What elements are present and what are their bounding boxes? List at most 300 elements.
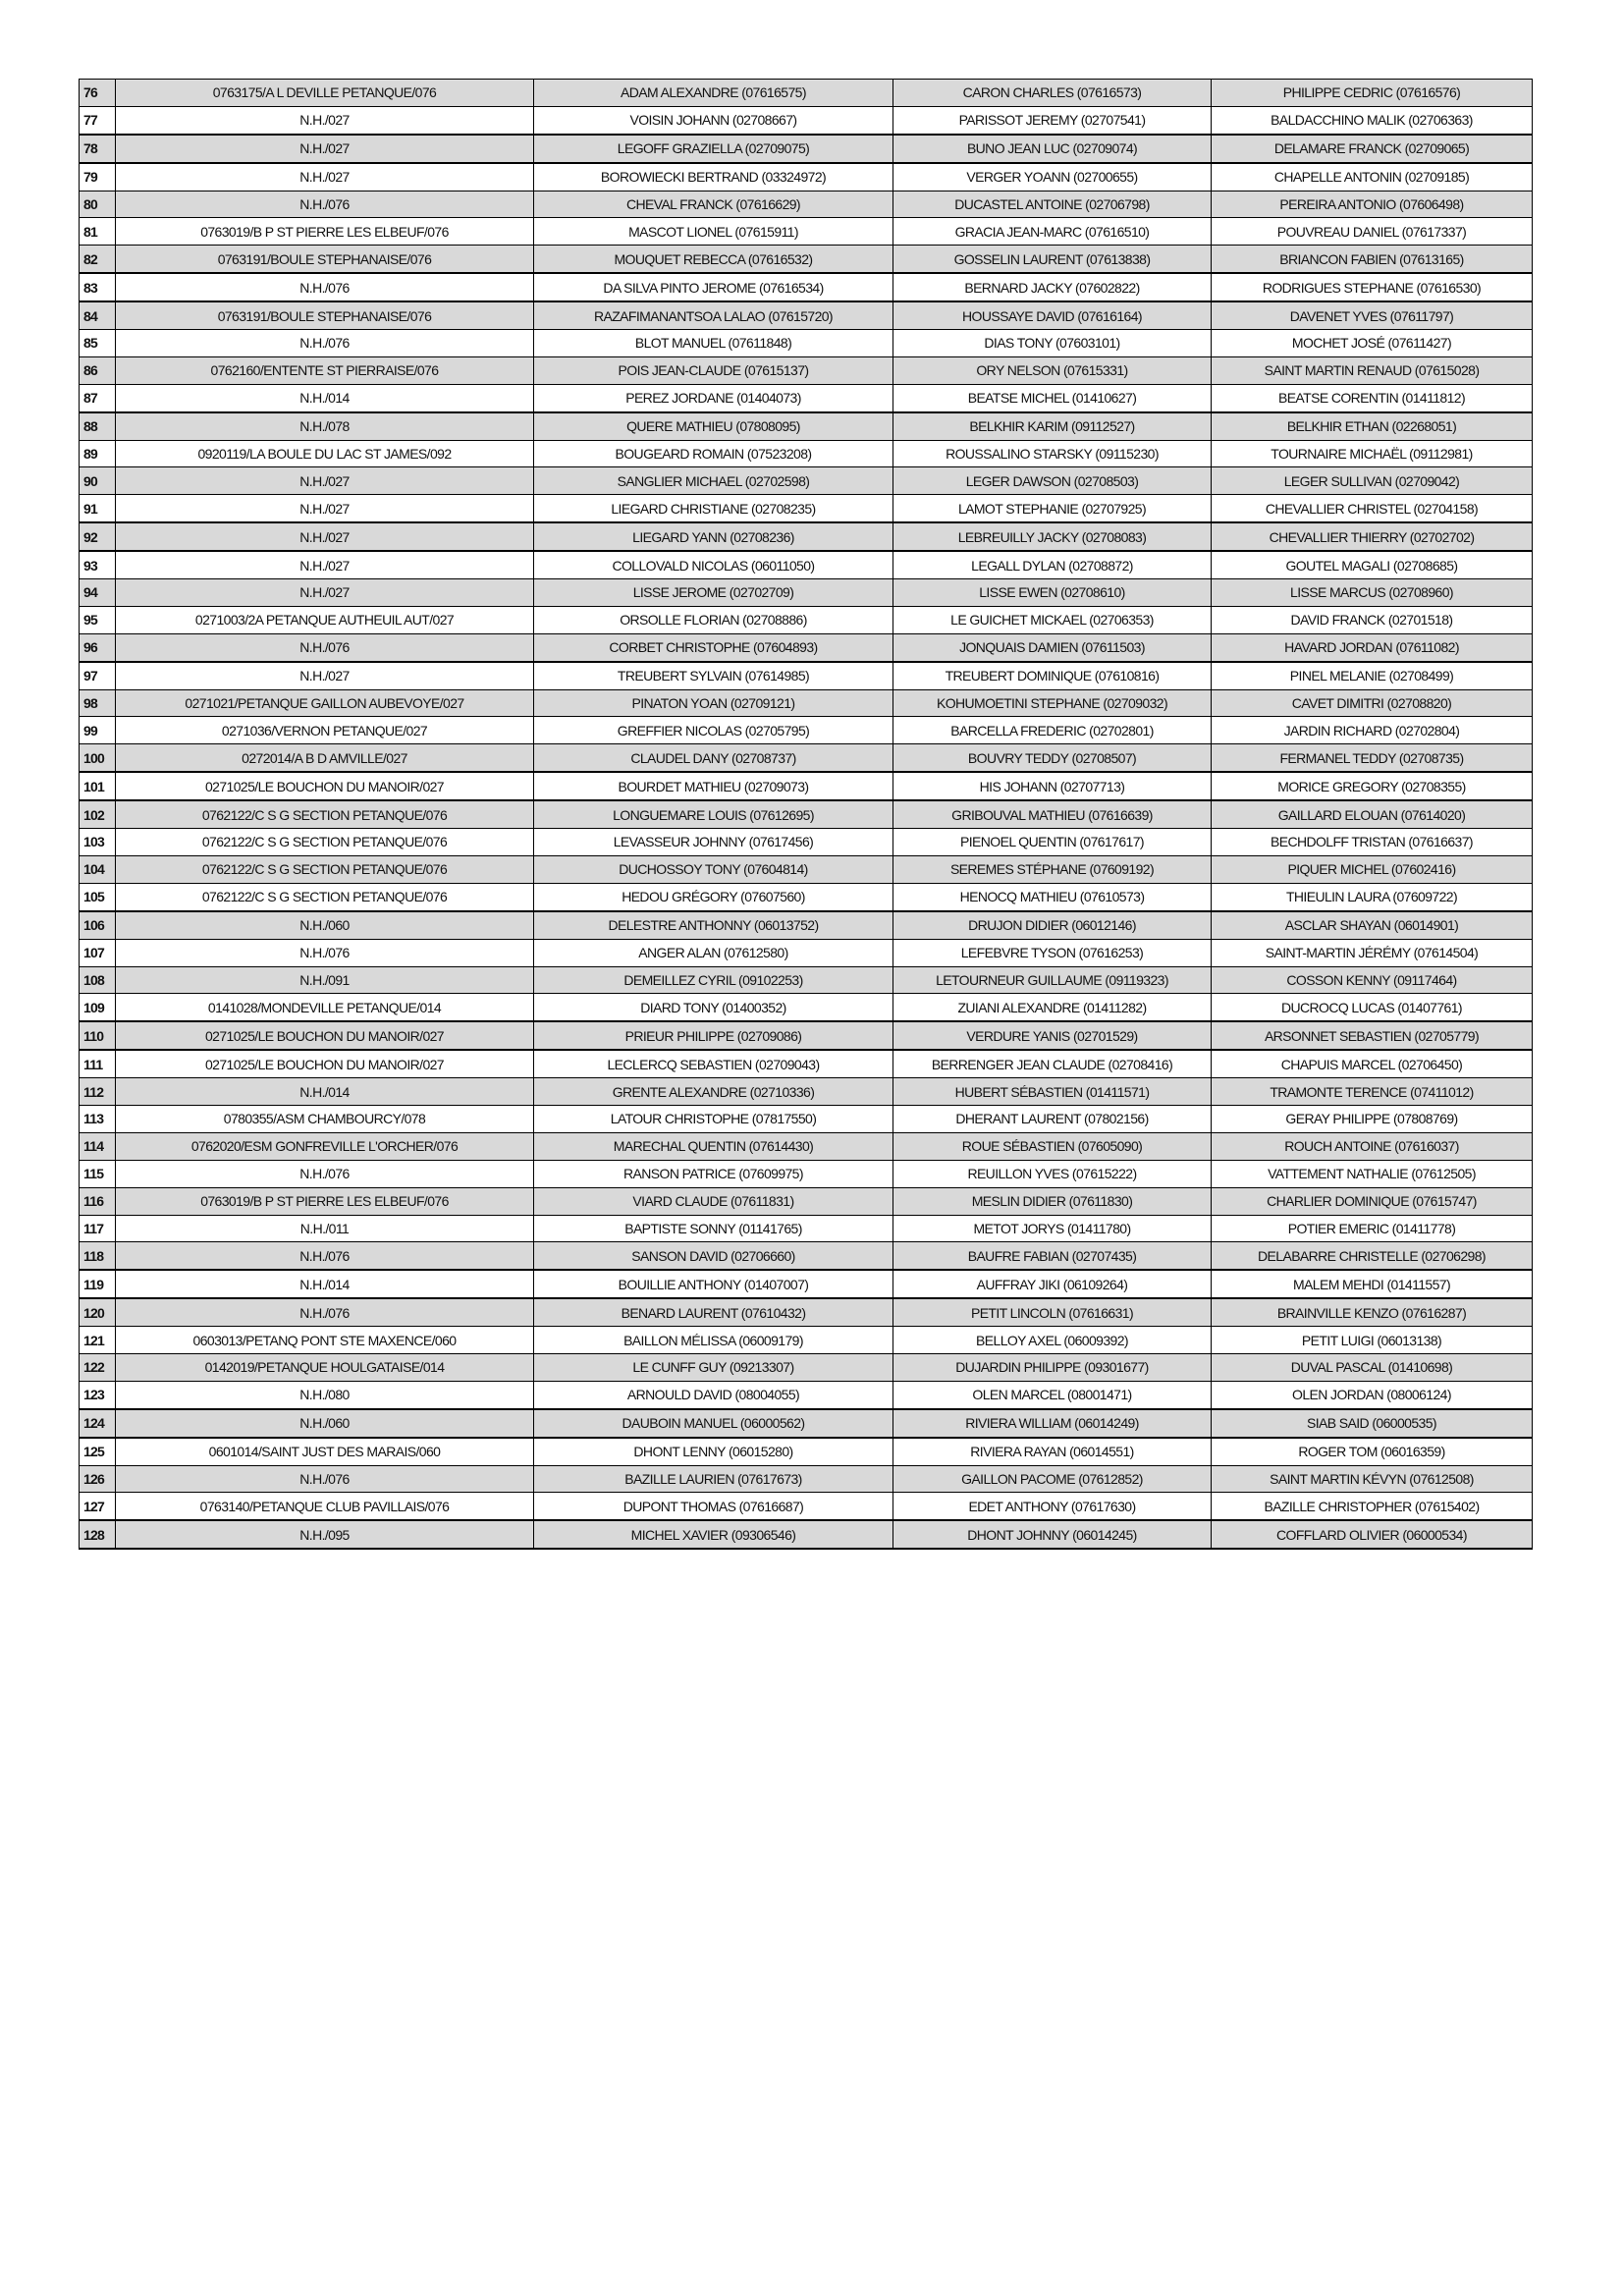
player-3-cell: LEGER SULLIVAN (02709042): [1212, 467, 1533, 495]
player-3-cell: GERAY PHILIPPE (07808769): [1212, 1105, 1533, 1132]
player-3-cell: BEATSE CORENTIN (01411812): [1212, 384, 1533, 411]
club-cell: N.H./076: [116, 939, 534, 966]
player-2-cell: BAUFRE FABIAN (02707435): [893, 1242, 1212, 1270]
table-row: [80, 467, 1533, 495]
player-2-cell: LAMOT STEPHANIE (02707925): [893, 495, 1212, 522]
player-2-cell: HENOCQ MATHIEU (07610573): [893, 883, 1212, 910]
player-2-cell: BERRENGER JEAN CLAUDE (02708416): [893, 1050, 1212, 1077]
player-2-cell: VERDURE YANIS (02701529): [893, 1021, 1212, 1050]
player-2-cell: GAILLON PACOME (07612852): [893, 1465, 1212, 1493]
table-row: [80, 1160, 1533, 1187]
table-row: [80, 412, 1533, 440]
player-3-cell: BECHDOLFF TRISTAN (07616637): [1212, 829, 1533, 856]
team-number-cell: 81: [80, 218, 116, 246]
player-3-cell: JARDIN RICHARD (02702804): [1212, 717, 1533, 744]
player-2-cell: LEFEBVRE TYSON (07616253): [893, 939, 1212, 966]
player-2-cell: DIAS TONY (07603101): [893, 330, 1212, 357]
player-1-cell: GREFFIER NICOLAS (02705795): [534, 717, 893, 744]
player-2-cell: ROUSSALINO STARSKY (09115230): [893, 440, 1212, 467]
team-number-cell: 80: [80, 191, 116, 218]
player-2-cell: PIENOEL QUENTIN (07617617): [893, 829, 1212, 856]
player-2-cell: METOT JORYS (01411780): [893, 1215, 1212, 1242]
table-row: [80, 191, 1533, 218]
team-number-cell: 126: [80, 1465, 116, 1493]
team-number-cell: 101: [80, 772, 116, 800]
club-cell: N.H./027: [116, 106, 534, 134]
club-cell: 0763191/BOULE STEPHANAISE/076: [116, 301, 534, 329]
table-row: [80, 1078, 1533, 1106]
club-cell: 0271025/LE BOUCHON DU MANOIR/027: [116, 1021, 534, 1050]
player-1-cell: ORSOLLE FLORIAN (02708886): [534, 606, 893, 633]
player-3-cell: BELKHIR ETHAN (02268051): [1212, 412, 1533, 440]
player-1-cell: BOUGEARD ROMAIN (07523208): [534, 440, 893, 467]
team-number-cell: 85: [80, 330, 116, 357]
player-2-cell: BEATSE MICHEL (01410627): [893, 384, 1212, 411]
table-row: [80, 384, 1533, 411]
table-row: [80, 689, 1533, 717]
club-cell: 0762020/ESM GONFREVILLE L'ORCHER/076: [116, 1132, 534, 1160]
player-1-cell: PINATON YOAN (02709121): [534, 689, 893, 717]
team-number-cell: 115: [80, 1160, 116, 1187]
team-number-cell: 98: [80, 689, 116, 717]
table-row: [80, 966, 1533, 994]
table-row: [80, 301, 1533, 329]
club-cell: N.H./078: [116, 412, 534, 440]
player-3-cell: PEREIRA ANTONIO (07606498): [1212, 191, 1533, 218]
player-1-cell: LONGUEMARE LOUIS (07612695): [534, 800, 893, 828]
player-1-cell: ADAM ALEXANDRE (07616575): [534, 80, 893, 107]
player-1-cell: DHONT LENNY (06015280): [534, 1438, 893, 1465]
team-number-cell: 102: [80, 800, 116, 828]
club-cell: 0763019/B P ST PIERRE LES ELBEUF/076: [116, 218, 534, 246]
club-cell: N.H./060: [116, 1409, 534, 1438]
player-2-cell: BARCELLA FREDERIC (02702801): [893, 717, 1212, 744]
player-1-cell: TREUBERT SYLVAIN (07614985): [534, 662, 893, 689]
club-cell: N.H./080: [116, 1381, 534, 1408]
team-list-body: [80, 80, 1533, 1550]
table-row: [80, 911, 1533, 939]
team-number-cell: 87: [80, 384, 116, 411]
player-1-cell: RAZAFIMANANTSOA LALAO (07615720): [534, 301, 893, 329]
club-cell: 0271021/PETANQUE GAILLON AUBEVOYE/027: [116, 689, 534, 717]
club-cell: 0271036/VERNON PETANQUE/027: [116, 717, 534, 744]
club-cell: 0763019/B P ST PIERRE LES ELBEUF/076: [116, 1187, 534, 1215]
player-2-cell: BOUVRY TEDDY (02708507): [893, 744, 1212, 772]
club-cell: 0763175/A L DEVILLE PETANQUE/076: [116, 80, 534, 107]
player-3-cell: PINEL MELANIE (02708499): [1212, 662, 1533, 689]
club-cell: N.H./027: [116, 163, 534, 191]
table-row: [80, 1381, 1533, 1408]
club-cell: 0271003/2A PETANQUE AUTHEUIL AUT/027: [116, 606, 534, 633]
team-number-cell: 96: [80, 633, 116, 661]
team-number-cell: 108: [80, 966, 116, 994]
player-3-cell: BAZILLE CHRISTOPHER (07615402): [1212, 1493, 1533, 1520]
table-row: [80, 1242, 1533, 1270]
team-number-cell: 104: [80, 855, 116, 883]
player-2-cell: LEGER DAWSON (02708503): [893, 467, 1212, 495]
player-2-cell: GOSSELIN LAURENT (07613838): [893, 246, 1212, 273]
player-2-cell: DHONT JOHNNY (06014245): [893, 1520, 1212, 1549]
club-cell: 0603013/PETANQ PONT STE MAXENCE/060: [116, 1327, 534, 1354]
player-3-cell: CHAPELLE ANTONIN (02709185): [1212, 163, 1533, 191]
player-2-cell: EDET ANTHONY (07617630): [893, 1493, 1212, 1520]
player-2-cell: DUJARDIN PHILIPPE (09301677): [893, 1353, 1212, 1381]
player-2-cell: SEREMES STÉPHANE (07609192): [893, 855, 1212, 883]
player-1-cell: VOISIN JOHANN (02708667): [534, 106, 893, 134]
club-cell: 0272014/A B D AMVILLE/027: [116, 744, 534, 772]
player-3-cell: SIAB SAID (06000535): [1212, 1409, 1533, 1438]
table-row: [80, 1050, 1533, 1077]
team-number-cell: 94: [80, 579, 116, 607]
team-number-cell: 99: [80, 717, 116, 744]
player-3-cell: MOCHET JOSÉ (07611427): [1212, 330, 1533, 357]
table-row: [80, 246, 1533, 273]
player-3-cell: TOURNAIRE MICHAËL (09112981): [1212, 440, 1533, 467]
player-2-cell: MESLIN DIDIER (07611830): [893, 1187, 1212, 1215]
table-row: [80, 855, 1533, 883]
club-cell: 0271025/LE BOUCHON DU MANOIR/027: [116, 772, 534, 800]
player-2-cell: HUBERT SÉBASTIEN (01411571): [893, 1078, 1212, 1106]
club-cell: N.H./076: [116, 191, 534, 218]
player-3-cell: ASCLAR SHAYAN (06014901): [1212, 911, 1533, 939]
player-3-cell: CHEVALLIER CHRISTEL (02704158): [1212, 495, 1533, 522]
team-number-cell: 93: [80, 551, 116, 578]
table-row: [80, 135, 1533, 163]
table-row: [80, 440, 1533, 467]
club-cell: N.H./060: [116, 911, 534, 939]
club-cell: 0141028/MONDEVILLE PETANQUE/014: [116, 994, 534, 1021]
club-cell: 0763191/BOULE STEPHANAISE/076: [116, 246, 534, 273]
team-number-cell: 127: [80, 1493, 116, 1520]
player-1-cell: SANGLIER MICHAEL (02702598): [534, 467, 893, 495]
player-3-cell: THIEULIN LAURA (07609722): [1212, 883, 1533, 910]
team-number-cell: 119: [80, 1270, 116, 1298]
team-number-cell: 109: [80, 994, 116, 1021]
team-number-cell: 117: [80, 1215, 116, 1242]
player-2-cell: DHERANT LAURENT (07802156): [893, 1105, 1212, 1132]
table-row: [80, 1187, 1533, 1215]
table-row: [80, 800, 1533, 828]
player-3-cell: RODRIGUES STEPHANE (07616530): [1212, 273, 1533, 301]
team-number-cell: 84: [80, 301, 116, 329]
team-number-cell: 110: [80, 1021, 116, 1050]
table-row: [80, 1353, 1533, 1381]
table-row: [80, 1021, 1533, 1050]
team-number-cell: 86: [80, 356, 116, 384]
player-1-cell: COLLOVALD NICOLAS (06011050): [534, 551, 893, 578]
player-3-cell: OLEN JORDAN (08006124): [1212, 1381, 1533, 1408]
player-2-cell: BUNO JEAN LUC (02709074): [893, 135, 1212, 163]
team-number-cell: 121: [80, 1327, 116, 1354]
player-3-cell: ROGER TOM (06016359): [1212, 1438, 1533, 1465]
team-number-cell: 90: [80, 467, 116, 495]
player-1-cell: LE CUNFF GUY (09213307): [534, 1353, 893, 1381]
player-2-cell: LEGALL DYLAN (02708872): [893, 551, 1212, 578]
player-3-cell: DUVAL PASCAL (01410698): [1212, 1353, 1533, 1381]
club-cell: N.H./014: [116, 1270, 534, 1298]
player-2-cell: VERGER YOANN (02700655): [893, 163, 1212, 191]
table-row: [80, 356, 1533, 384]
table-row: [80, 522, 1533, 551]
team-number-cell: 88: [80, 412, 116, 440]
player-2-cell: HOUSSAYE DAVID (07616164): [893, 301, 1212, 329]
club-cell: N.H./076: [116, 273, 534, 301]
club-cell: N.H./014: [116, 384, 534, 411]
table-row: [80, 273, 1533, 301]
player-2-cell: OLEN MARCEL (08001471): [893, 1381, 1212, 1408]
table-row: [80, 633, 1533, 661]
player-3-cell: TRAMONTE TERENCE (07411012): [1212, 1078, 1533, 1106]
team-number-cell: 100: [80, 744, 116, 772]
player-1-cell: LECLERCQ SEBASTIEN (02709043): [534, 1050, 893, 1077]
team-number-cell: 128: [80, 1520, 116, 1549]
table-row: [80, 1270, 1533, 1298]
player-1-cell: BOUILLIE ANTHONY (01407007): [534, 1270, 893, 1298]
player-1-cell: DIARD TONY (01400352): [534, 994, 893, 1021]
player-3-cell: MALEM MEHDI (01411557): [1212, 1270, 1533, 1298]
player-1-cell: DUCHOSSOY TONY (07604814): [534, 855, 893, 883]
table-row: [80, 606, 1533, 633]
table-row: [80, 939, 1533, 966]
player-3-cell: VATTEMENT NATHALIE (07612505): [1212, 1160, 1533, 1187]
team-number-cell: 124: [80, 1409, 116, 1438]
player-3-cell: ROUCH ANTOINE (07616037): [1212, 1132, 1533, 1160]
table-row: [80, 1409, 1533, 1438]
table-row: [80, 1465, 1533, 1493]
player-1-cell: BENARD LAURENT (07610432): [534, 1298, 893, 1326]
player-1-cell: MARECHAL QUENTIN (07614430): [534, 1132, 893, 1160]
team-number-cell: 82: [80, 246, 116, 273]
player-3-cell: BALDACCHINO MALIK (02706363): [1212, 106, 1533, 134]
player-2-cell: RIVIERA WILLIAM (06014249): [893, 1409, 1212, 1438]
player-1-cell: QUERE MATHIEU (07808095): [534, 412, 893, 440]
player-1-cell: DA SILVA PINTO JEROME (07616534): [534, 273, 893, 301]
table-row: [80, 1105, 1533, 1132]
player-2-cell: DUCASTEL ANTOINE (02706798): [893, 191, 1212, 218]
team-list-table: [79, 79, 1533, 1550]
club-cell: N.H./091: [116, 966, 534, 994]
team-number-cell: 105: [80, 883, 116, 910]
club-cell: N.H./014: [116, 1078, 534, 1106]
club-cell: 0920119/LA BOULE DU LAC ST JAMES/092: [116, 440, 534, 467]
team-number-cell: 120: [80, 1298, 116, 1326]
player-1-cell: RANSON PATRICE (07609975): [534, 1160, 893, 1187]
club-cell: 0142019/PETANQUE HOULGATAISE/014: [116, 1353, 534, 1381]
club-cell: 0762122/C S G SECTION PETANQUE/076: [116, 800, 534, 828]
table-row: [80, 1438, 1533, 1465]
table-row: [80, 218, 1533, 246]
team-number-cell: 89: [80, 440, 116, 467]
player-2-cell: BERNARD JACKY (07602822): [893, 273, 1212, 301]
table-row: [80, 495, 1533, 522]
player-1-cell: MASCOT LIONEL (07615911): [534, 218, 893, 246]
player-1-cell: ANGER ALAN (07612580): [534, 939, 893, 966]
player-1-cell: BAPTISTE SONNY (01141765): [534, 1215, 893, 1242]
club-cell: N.H./027: [116, 135, 534, 163]
player-1-cell: BOURDET MATHIEU (02709073): [534, 772, 893, 800]
club-cell: N.H./027: [116, 495, 534, 522]
player-3-cell: FERMANEL TEDDY (02708735): [1212, 744, 1533, 772]
player-2-cell: GRACIA JEAN-MARC (07616510): [893, 218, 1212, 246]
player-3-cell: SAINT MARTIN RENAUD (07615028): [1212, 356, 1533, 384]
team-number-cell: 118: [80, 1242, 116, 1270]
club-cell: N.H./076: [116, 1242, 534, 1270]
team-number-cell: 113: [80, 1105, 116, 1132]
player-1-cell: VIARD CLAUDE (07611831): [534, 1187, 893, 1215]
player-2-cell: LETOURNEUR GUILLAUME (09119323): [893, 966, 1212, 994]
player-1-cell: CHEVAL FRANCK (07616629): [534, 191, 893, 218]
player-1-cell: DELESTRE ANTHONNY (06013752): [534, 911, 893, 939]
player-1-cell: PEREZ JORDANE (01404073): [534, 384, 893, 411]
player-1-cell: LEGOFF GRAZIELLA (02709075): [534, 135, 893, 163]
player-3-cell: GAILLARD ELOUAN (07614020): [1212, 800, 1533, 828]
player-2-cell: LE GUICHET MICKAEL (02706353): [893, 606, 1212, 633]
player-1-cell: LEVASSEUR JOHNNY (07617456): [534, 829, 893, 856]
player-1-cell: DEMEILLEZ CYRIL (09102253): [534, 966, 893, 994]
player-2-cell: ROUE SÉBASTIEN (07605090): [893, 1132, 1212, 1160]
table-row: [80, 662, 1533, 689]
player-1-cell: LIEGARD YANN (02708236): [534, 522, 893, 551]
team-number-cell: 97: [80, 662, 116, 689]
player-1-cell: DUPONT THOMAS (07616687): [534, 1493, 893, 1520]
player-1-cell: BOROWIECKI BERTRAND (03324972): [534, 163, 893, 191]
table-row: [80, 163, 1533, 191]
player-2-cell: JONQUAIS DAMIEN (07611503): [893, 633, 1212, 661]
player-3-cell: DAVID FRANCK (02701518): [1212, 606, 1533, 633]
club-cell: N.H./027: [116, 522, 534, 551]
player-2-cell: KOHUMOETINI STEPHANE (02709032): [893, 689, 1212, 717]
player-2-cell: PARISSOT JEREMY (02707541): [893, 106, 1212, 134]
player-2-cell: ZUIANI ALEXANDRE (01411282): [893, 994, 1212, 1021]
player-2-cell: CARON CHARLES (07616573): [893, 80, 1212, 107]
team-number-cell: 91: [80, 495, 116, 522]
team-number-cell: 77: [80, 106, 116, 134]
club-cell: 0762122/C S G SECTION PETANQUE/076: [116, 855, 534, 883]
player-1-cell: BLOT MANUEL (07611848): [534, 330, 893, 357]
player-2-cell: RIVIERA RAYAN (06014551): [893, 1438, 1212, 1465]
player-1-cell: DAUBOIN MANUEL (06000562): [534, 1409, 893, 1438]
table-row: [80, 1215, 1533, 1242]
table-row: [80, 994, 1533, 1021]
player-1-cell: LATOUR CHRISTOPHE (07817550): [534, 1105, 893, 1132]
table-row: [80, 330, 1533, 357]
table-row: [80, 579, 1533, 607]
player-3-cell: COSSON KENNY (09117464): [1212, 966, 1533, 994]
player-2-cell: GRIBOUVAL MATHIEU (07616639): [893, 800, 1212, 828]
club-cell: N.H./076: [116, 330, 534, 357]
player-3-cell: POUVREAU DANIEL (07617337): [1212, 218, 1533, 246]
club-cell: N.H./011: [116, 1215, 534, 1242]
club-cell: N.H./027: [116, 579, 534, 607]
table-row: [80, 551, 1533, 578]
table-row: [80, 717, 1533, 744]
player-2-cell: TREUBERT DOMINIQUE (07610816): [893, 662, 1212, 689]
player-2-cell: DRUJON DIDIER (06012146): [893, 911, 1212, 939]
club-cell: N.H./027: [116, 467, 534, 495]
table-row: [80, 883, 1533, 910]
team-number-cell: 107: [80, 939, 116, 966]
player-3-cell: BRAINVILLE KENZO (07616287): [1212, 1298, 1533, 1326]
player-3-cell: CAVET DIMITRI (02708820): [1212, 689, 1533, 717]
team-number-cell: 114: [80, 1132, 116, 1160]
player-1-cell: LISSE JEROME (02702709): [534, 579, 893, 607]
table-row: [80, 1520, 1533, 1549]
team-number-cell: 116: [80, 1187, 116, 1215]
player-1-cell: CLAUDEL DANY (02708737): [534, 744, 893, 772]
player-3-cell: CHAPUIS MARCEL (02706450): [1212, 1050, 1533, 1077]
team-number-cell: 111: [80, 1050, 116, 1077]
club-cell: 0601014/SAINT JUST DES MARAIS/060: [116, 1438, 534, 1465]
player-1-cell: BAILLON MÉLISSA (06009179): [534, 1327, 893, 1354]
player-3-cell: GOUTEL MAGALI (02708685): [1212, 551, 1533, 578]
player-3-cell: BRIANCON FABIEN (07613165): [1212, 246, 1533, 273]
club-cell: N.H./076: [116, 633, 534, 661]
player-2-cell: LEBREUILLY JACKY (02708083): [893, 522, 1212, 551]
table-row: [80, 829, 1533, 856]
player-2-cell: LISSE EWEN (02708610): [893, 579, 1212, 607]
player-2-cell: ORY NELSON (07615331): [893, 356, 1212, 384]
team-number-cell: 122: [80, 1353, 116, 1381]
player-3-cell: PHILIPPE CEDRIC (07616576): [1212, 80, 1533, 107]
team-number-cell: 79: [80, 163, 116, 191]
team-number-cell: 83: [80, 273, 116, 301]
team-number-cell: 125: [80, 1438, 116, 1465]
team-number-cell: 95: [80, 606, 116, 633]
club-cell: 0780355/ASM CHAMBOURCY/078: [116, 1105, 534, 1132]
player-1-cell: POIS JEAN-CLAUDE (07615137): [534, 356, 893, 384]
team-number-cell: 92: [80, 522, 116, 551]
player-1-cell: HEDOU GRÉGORY (07607560): [534, 883, 893, 910]
table-row: [80, 106, 1533, 134]
player-3-cell: PIQUER MICHEL (07602416): [1212, 855, 1533, 883]
club-cell: N.H./095: [116, 1520, 534, 1549]
team-number-cell: 106: [80, 911, 116, 939]
player-3-cell: COFFLARD OLIVIER (06000534): [1212, 1520, 1533, 1549]
player-3-cell: DAVENET YVES (07611797): [1212, 301, 1533, 329]
player-3-cell: DELAMARE FRANCK (02709065): [1212, 135, 1533, 163]
table-row: [80, 1327, 1533, 1354]
player-1-cell: PRIEUR PHILIPPE (02709086): [534, 1021, 893, 1050]
player-2-cell: PETIT LINCOLN (07616631): [893, 1298, 1212, 1326]
team-number-cell: 103: [80, 829, 116, 856]
club-cell: 0762122/C S G SECTION PETANQUE/076: [116, 883, 534, 910]
player-3-cell: DUCROCQ LUCAS (01407761): [1212, 994, 1533, 1021]
club-cell: N.H./076: [116, 1298, 534, 1326]
player-1-cell: LIEGARD CHRISTIANE (02708235): [534, 495, 893, 522]
player-1-cell: MICHEL XAVIER (09306546): [534, 1520, 893, 1549]
club-cell: N.H./076: [116, 1160, 534, 1187]
player-3-cell: CHARLIER DOMINIQUE (07615747): [1212, 1187, 1533, 1215]
player-1-cell: SANSON DAVID (02706660): [534, 1242, 893, 1270]
club-cell: 0762160/ENTENTE ST PIERRAISE/076: [116, 356, 534, 384]
player-2-cell: REUILLON YVES (07615222): [893, 1160, 1212, 1187]
player-3-cell: PETIT LUIGI (06013138): [1212, 1327, 1533, 1354]
table-row: [80, 772, 1533, 800]
player-2-cell: BELKHIR KARIM (09112527): [893, 412, 1212, 440]
table-row: [80, 1132, 1533, 1160]
club-cell: N.H./027: [116, 551, 534, 578]
player-1-cell: BAZILLE LAURIEN (07617673): [534, 1465, 893, 1493]
player-1-cell: MOUQUET REBECCA (07616532): [534, 246, 893, 273]
player-3-cell: DELABARRE CHRISTELLE (02706298): [1212, 1242, 1533, 1270]
club-cell: 0271025/LE BOUCHON DU MANOIR/027: [116, 1050, 534, 1077]
player-3-cell: LISSE MARCUS (02708960): [1212, 579, 1533, 607]
player-3-cell: ARSONNET SEBASTIEN (02705779): [1212, 1021, 1533, 1050]
player-3-cell: CHEVALLIER THIERRY (02702702): [1212, 522, 1533, 551]
table-row: [80, 1298, 1533, 1326]
player-1-cell: CORBET CHRISTOPHE (07604893): [534, 633, 893, 661]
club-cell: N.H./027: [116, 662, 534, 689]
